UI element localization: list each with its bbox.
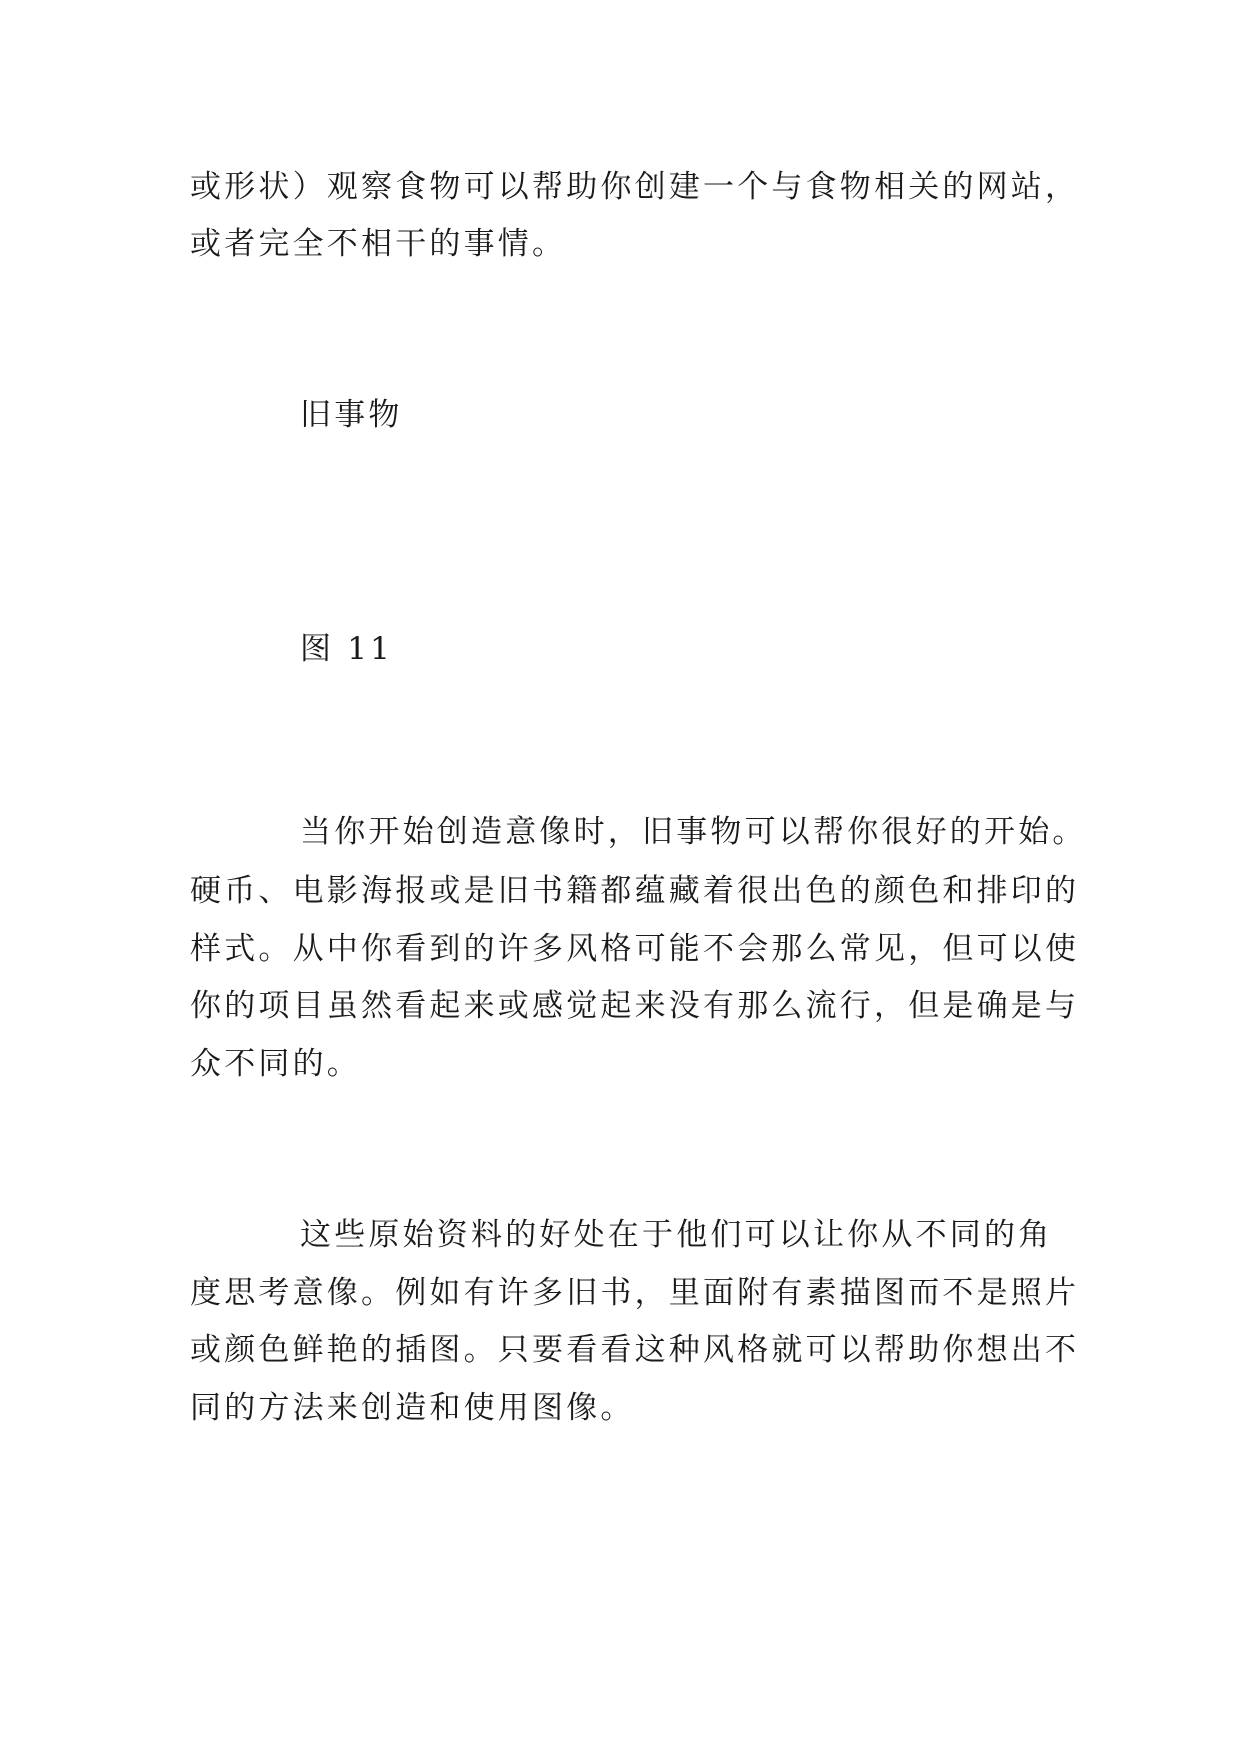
- paragraph-1-line: 硬币、电影海报或是旧书籍都蕴藏着很出色的颜色和排印的: [190, 873, 1080, 909]
- paragraph-1-line: 众不同的。: [190, 1046, 361, 1082]
- intro-paragraph-line: 或者完全不相干的事情。: [190, 226, 567, 262]
- paragraph-1-line: 你的项目虽然看起来或感觉起来没有那么流行，但是确是与: [190, 988, 1080, 1024]
- intro-paragraph-line: 或形状）观察食物可以帮助你创建一个与食物相关的网站，: [190, 169, 1080, 205]
- paragraph-2-line: 度思考意像。例如有许多旧书，里面附有素描图而不是照片: [190, 1275, 1080, 1311]
- section-heading: 旧事物: [300, 397, 403, 433]
- paragraph-2-line: 同的方法来创造和使用图像。: [190, 1390, 635, 1426]
- paragraph-2-line: 这些原始资料的好处在于他们可以让你从不同的角: [300, 1217, 1053, 1253]
- paragraph-1-line: 样式。从中你看到的许多风格可能不会那么常见，但可以使: [190, 931, 1080, 967]
- figure-label: 图 11: [300, 631, 394, 667]
- paragraph-1-line: 当你开始创造意像时，旧事物可以帮你很好的开始。: [300, 814, 1087, 850]
- paragraph-2-line: 或颜色鲜艳的插图。只要看看这种风格就可以帮助你想出不: [190, 1332, 1080, 1368]
